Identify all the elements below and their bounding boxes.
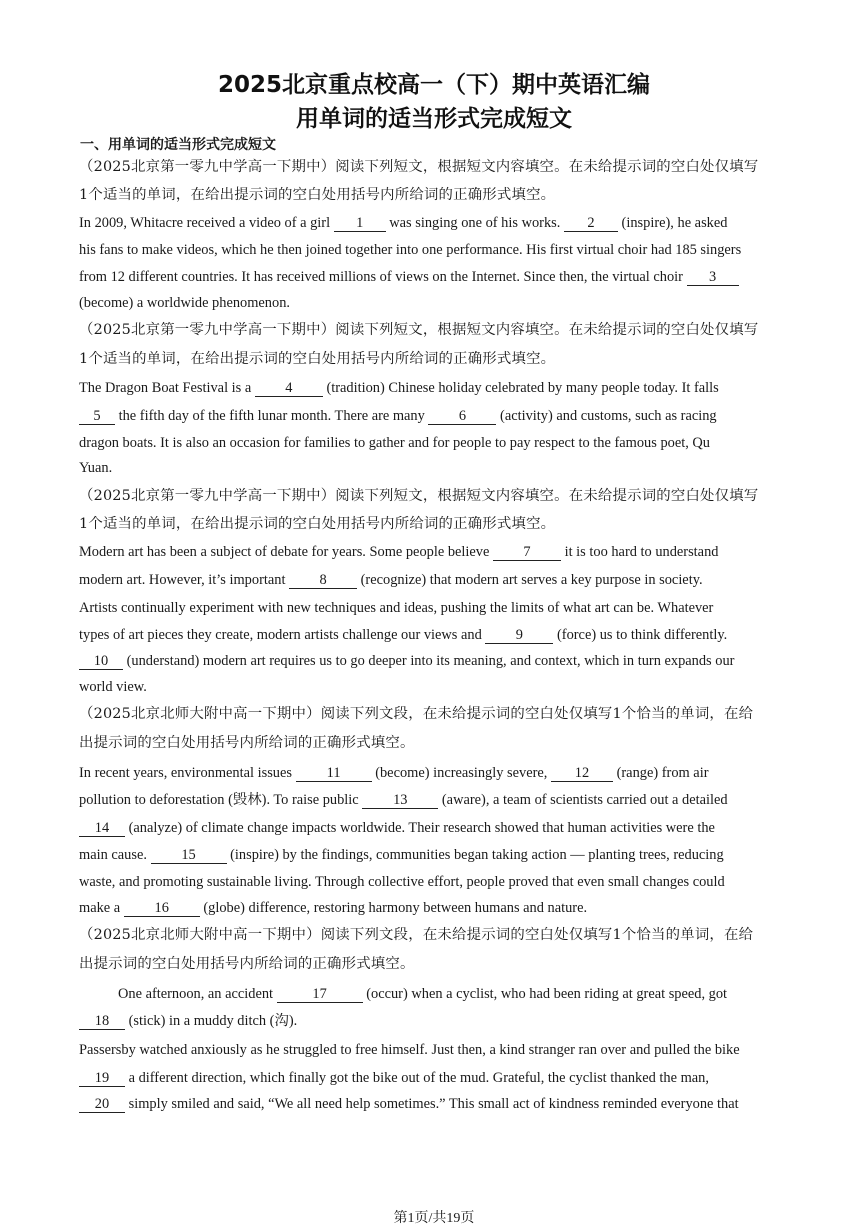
passage-text: In 2009, Whitacre received a video of a girl: [79, 215, 334, 231]
passage-text: The Dragon Boat Festival is a: [79, 380, 255, 396]
answer-blank-14[interactable]: 14: [79, 820, 125, 837]
passage-text: was singing one of his works.: [385, 215, 564, 231]
passage-text: (understand) modern art requires us to go deeper into its meaning, and context, which in turn expands our: [123, 653, 735, 669]
passage-line: [79, 214, 727, 232]
answer-blank-15[interactable]: 15: [151, 847, 227, 864]
passage-line: [79, 846, 724, 864]
passage-line: [79, 294, 290, 312]
passage-line: [79, 899, 587, 917]
passage-line: [79, 379, 719, 397]
passage-line: [79, 873, 725, 891]
passage-text: a different direction, which finally got the bike out of the mud. Grateful, the cyclist thanked the man,: [125, 1070, 709, 1086]
document-subtitle: 用单词的适当形式完成短文: [296, 106, 572, 132]
page-footer: 第1页/共19页: [393, 1211, 475, 1226]
answer-blank-16[interactable]: 16: [124, 900, 200, 917]
answer-blank-7[interactable]: 7: [493, 544, 561, 561]
passage-text: main cause.: [79, 847, 151, 863]
passage-text: Artists continually experiment with new techniques and ideas, pushing the limits of what art can be. Whatever: [79, 600, 714, 616]
passage-text: In recent years, environmental issues: [79, 765, 296, 781]
passage-line: [118, 985, 727, 1003]
passage-instruction: （2025北京北师大附中高一下期中）阅读下列文段，在未给提示词的空白处仅填写1个恰当的单词，在给: [79, 927, 754, 943]
passage-instruction: 1个适当的单词，在给出提示词的空白处用括号内所给词的正确形式填空。: [79, 351, 556, 367]
passage-text: Passersby watched anxiously as he struggled to free himself. Just then, a kind stranger ran over and pulled the bike: [79, 1042, 740, 1058]
passage-text: it is too hard to understand: [560, 544, 719, 560]
answer-blank-6[interactable]: 6: [428, 408, 496, 425]
passage-text: Modern art has been a subject of debate for years. Some people believe: [79, 544, 493, 560]
passage-line: [79, 764, 709, 782]
passage-line: [79, 626, 727, 644]
passage-line: [79, 1069, 709, 1087]
passage-text: (stick) in a muddy ditch (沟).: [125, 1013, 298, 1029]
passage-instruction: 出提示词的空白处用括号内所给词的正确形式填空。: [79, 735, 415, 751]
passage-line: [79, 407, 717, 425]
passage-line: [79, 459, 112, 477]
passage-instruction: 出提示词的空白处用括号内所给词的正确形式填空。: [79, 956, 415, 972]
passage-line: [79, 1012, 297, 1030]
answer-blank-3[interactable]: 3: [687, 269, 739, 286]
passage-line: [79, 791, 728, 809]
answer-blank-11[interactable]: 11: [296, 765, 372, 782]
answer-blank-13[interactable]: 13: [362, 792, 438, 809]
passage-text: (become) increasingly severe,: [371, 765, 551, 781]
passage-text: (aware), a team of scientists carried out a detailed: [438, 792, 728, 808]
passage-text: (range) from air: [613, 765, 709, 781]
answer-blank-12[interactable]: 12: [551, 765, 613, 782]
passage-text: One afternoon, an accident: [118, 986, 277, 1002]
passage-instruction: （2025北京第一零九中学高一下期中）阅读下列短文，根据短文内容填空。在未给提示词的空白处仅填写: [79, 488, 759, 504]
passage-line: [79, 241, 741, 259]
document-title: 2025北京重点校高一（下）期中英语汇编: [217, 72, 650, 98]
passage-text: (become) a worldwide phenomenon.: [79, 295, 290, 311]
passage-text: simply smiled and said, “We all need help sometimes.” This small act of kindness reminded everyone that: [125, 1096, 739, 1112]
answer-blank-8[interactable]: 8: [289, 572, 357, 589]
passage-text: from 12 different countries. It has received millions of views on the Internet. Since then, the virtual choir: [79, 269, 687, 285]
passage-text: Yuan.: [79, 460, 113, 476]
passage-line: [79, 1041, 740, 1059]
passage-instruction: （2025北京第一零九中学高一下期中）阅读下列短文，根据短文内容填空。在未给提示词的空白处仅填写: [79, 159, 759, 175]
passage-text: pollution to deforestation (毁林). To raise public: [79, 792, 363, 808]
passage-line: [79, 652, 734, 670]
answer-blank-17[interactable]: 17: [277, 986, 363, 1003]
passage-instruction: （2025北京北师大附中高一下期中）阅读下列文段，在未给提示词的空白处仅填写1个恰当的单词，在给: [79, 706, 754, 722]
passage-text: (force) us to think differently.: [553, 627, 728, 643]
passage-line: [79, 268, 739, 286]
passage-line: [79, 819, 715, 837]
passage-text: (analyze) of climate change impacts worldwide. Their research showed that human activities were the: [125, 820, 715, 836]
passage-text: make a: [79, 900, 124, 916]
answer-blank-2[interactable]: 2: [564, 215, 618, 232]
passage-instruction: 1个适当的单词，在给出提示词的空白处用括号内所给词的正确形式填空。: [79, 187, 556, 203]
answer-blank-9[interactable]: 9: [485, 627, 553, 644]
passage-line: [79, 543, 718, 561]
answer-blank-20[interactable]: 20: [79, 1096, 125, 1113]
passage-line: [79, 599, 713, 617]
passage-line: [79, 678, 147, 696]
answer-blank-18[interactable]: 18: [79, 1013, 125, 1030]
passage-text: his fans to make videos, which he then joined together into one performance. His first virtual choir had 185 singers: [79, 242, 742, 258]
answer-blank-4[interactable]: 4: [255, 380, 323, 397]
passage-text: types of art pieces they create, modern artists challenge our views and: [79, 627, 486, 643]
passage-text: the fifth day of the fifth lunar month. There are many: [115, 408, 429, 424]
answer-blank-1[interactable]: 1: [334, 215, 386, 232]
passage-text: waste, and promoting sustainable living. Through collective effort, people proved that even small changes could: [79, 874, 725, 890]
passage-text: (tradition) Chinese holiday celebrated by many people today. It falls: [322, 380, 719, 396]
passage-line: [79, 1095, 739, 1113]
passage-text: (recognize) that modern art serves a key purpose in society.: [357, 572, 703, 588]
passage-instruction: （2025北京第一零九中学高一下期中）阅读下列短文，根据短文内容填空。在未给提示词的空白处仅填写: [79, 322, 759, 338]
passage-text: (activity) and customs, such as racing: [496, 408, 717, 424]
answer-blank-10[interactable]: 10: [79, 653, 123, 670]
passage-text: modern art. However, it’s important: [79, 572, 290, 588]
passage-text: world view.: [79, 679, 147, 695]
passage-text: (globe) difference, restoring harmony between humans and nature.: [199, 900, 588, 916]
passage-line: [79, 571, 703, 589]
answer-blank-19[interactable]: 19: [79, 1070, 125, 1087]
answer-blank-5[interactable]: 5: [79, 408, 115, 425]
passage-text: dragon boats. It is also an occasion for families to gather and for people to pay respect to the famous poet, Qu: [79, 435, 711, 451]
passage-text: (occur) when a cyclist, who had been riding at great speed, got: [362, 986, 728, 1002]
passage-text: (inspire) by the findings, communities began taking action — planting trees, reducing: [226, 847, 724, 863]
passage-text: (inspire), he asked: [617, 215, 728, 231]
passage-line: [79, 434, 710, 452]
passage-instruction: 1个适当的单词，在给出提示词的空白处用括号内所给词的正确形式填空。: [79, 516, 556, 532]
section-heading: 一、用单词的适当形式完成短文: [80, 137, 276, 153]
